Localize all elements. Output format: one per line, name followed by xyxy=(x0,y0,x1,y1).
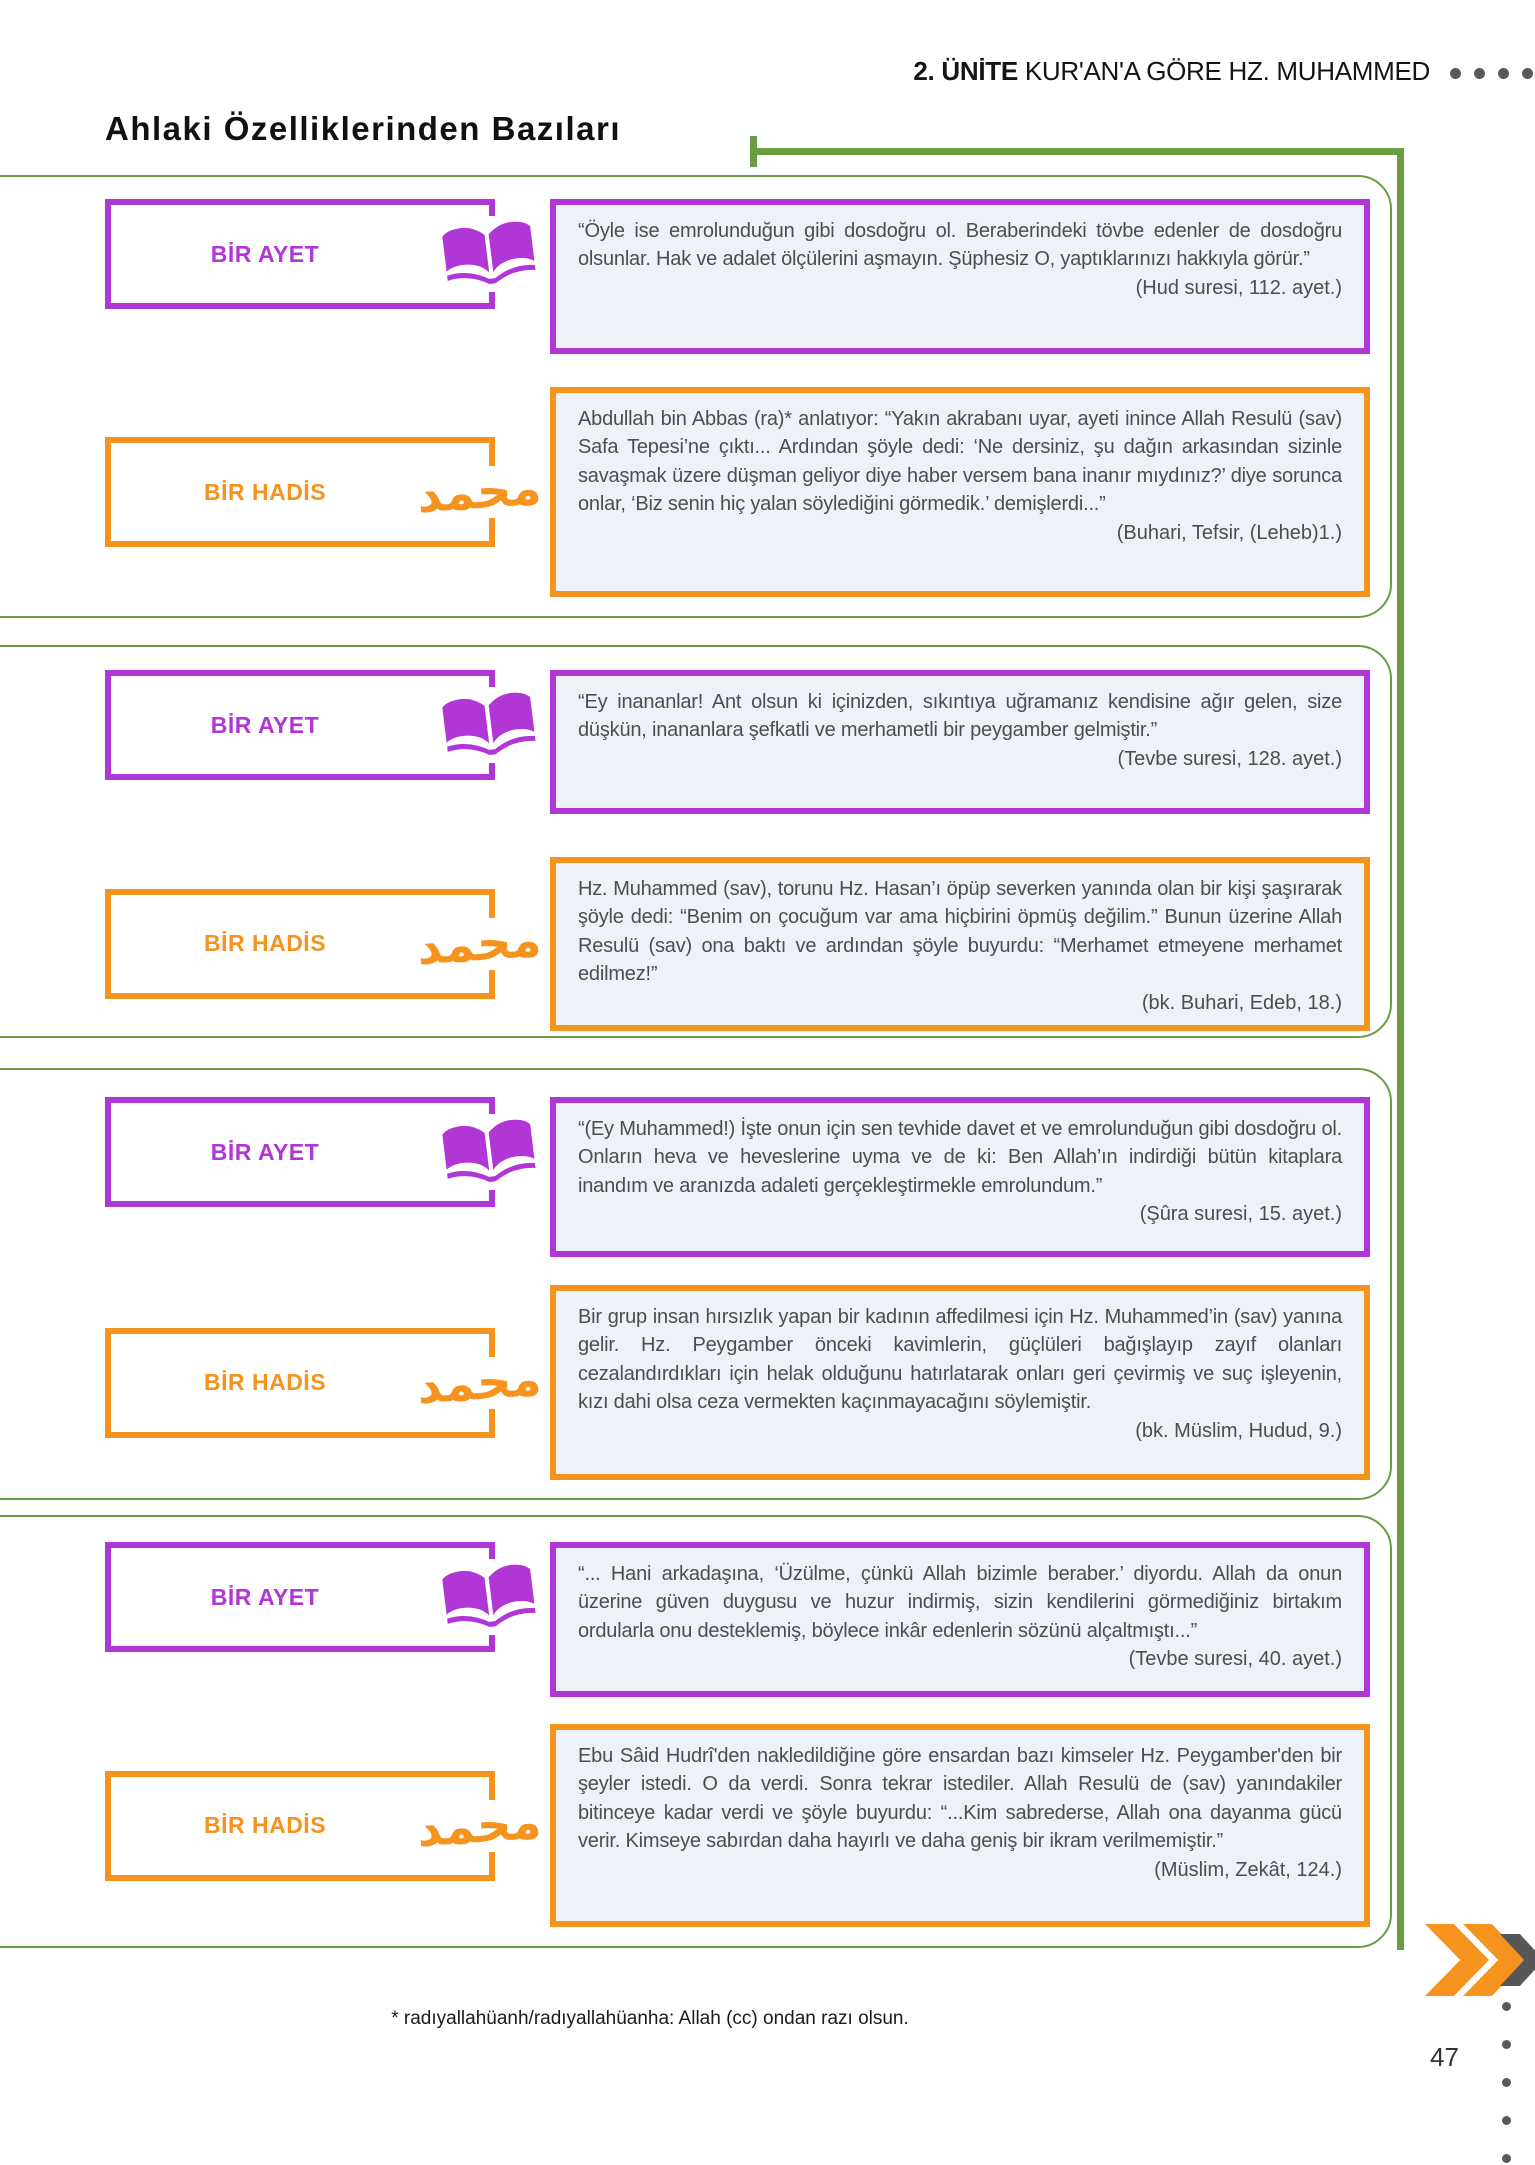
dot-icon xyxy=(1502,2002,1511,2011)
ayet-source: (Şûra suresi, 15. ayet.) xyxy=(1139,1203,1342,1226)
hadis-text: Abdullah bin Abbas (ra)* anlatıyor: “Yakın akrabanı uyar, ayeti inince Allah Resulü (sav) Safa Tepesi’ne çıktı... Ardından şöyle dedi: ‘Ne dersiniz, şu dağın arkasından sizinle savaşmak üzere düşman geliyor diye haber versem bana inanır mıydınız?’ diye sorunca onlar, ‘Biz senin hiç yalan söylediğini görmedik.’ demişlerdi...” xyxy=(578,408,1342,516)
section-outline xyxy=(0,175,1392,618)
hadis-source: (Müslim, Zekât, 124.) xyxy=(1154,1858,1342,1881)
quran-book-icon xyxy=(431,1559,547,1635)
ayet-label-box xyxy=(105,670,495,780)
hadis-text: Bir grup insan hırsızlık yapan bir kadının affedilmesi için Hz. Muhammed’in (sav) yanına gelir. Hz. Peygamber önceki kavimlerin, güçlüleri bağışlayıp zayıf olanları cezalandırdıkları için helak olduğunu hatırlatarak onları geri çevirmiş ve suç işleyenin, kızı dahi olsa ceza vermekten kaçınmayacağını söylemiştir. xyxy=(578,1306,1342,1414)
unit-title: KUR'AN'A GÖRE HZ. MUHAMMED xyxy=(1024,56,1430,86)
page-title: Ahlaki Özelliklerinden Bazıları xyxy=(105,110,621,147)
unit-header xyxy=(880,56,1430,87)
hadis-label-box xyxy=(105,437,543,547)
hadis-text: Hz. Muhammed (sav), torunu Hz. Hasan’ı öpüp severken yanında olan bir kişi şaşırarak şöyle dedi: “Benim on çocuğum var ama hiçbirini öpmüş değilim.” Bunun üzerine Allah Resulü (sav) ona baktı ve ardından şöyle buyurdu: “Merhamet etmeyene merhamet edilmez!” xyxy=(578,878,1342,986)
hadis-panel xyxy=(550,387,1370,597)
hadis-label: BİR HADİS xyxy=(203,1812,327,1838)
hadis-source: (bk. Müslim, Hudud, 9.) xyxy=(1135,1419,1342,1442)
ayet-label: BİR AYET xyxy=(210,1583,320,1610)
hadis-label: BİR HADİS xyxy=(203,1369,327,1395)
muhammad-calligraphy-text: محمد xyxy=(414,1793,543,1858)
ayet-source: (Tevbe suresi, 128. ayet.) xyxy=(1117,747,1342,770)
muhammad-calligraphy-icon xyxy=(411,459,547,525)
dot-icon xyxy=(1450,68,1461,79)
ayet-label: BİR AYET xyxy=(210,711,320,738)
ayet-label-box xyxy=(105,199,495,309)
ayet-text: “Ey inananlar! Ant olsun ki içinizden, sıkıntıya uğramanız kendisine ağır gelen, size düşkün, inananlara şefkatli ve merhametli bir peygamber gelmiştir.” xyxy=(578,691,1342,742)
ayet-text: “Öyle ise emrolunduğun gibi dosdoğru ol. Beraberindeki tövbe edenler de dosdoğru olsunlar. Hak ve adalet ölçülerini aşmayın. Şüphesiz O, yaptıklarınızı hakkıyla görür.” xyxy=(578,220,1342,271)
hadis-panel xyxy=(550,1285,1370,1480)
dot-icon xyxy=(1502,2154,1511,2163)
title-connector-line xyxy=(750,148,1404,155)
ayet-panel xyxy=(550,199,1370,354)
hadis-label: BİR HADİS xyxy=(203,930,327,957)
muhammad-calligraphy-icon xyxy=(411,1793,547,1858)
hadis-text: Ebu Sâid Hudrî'den nakledildiğine göre ensardan bazı kimseler Hz. Peygamber'den bir şeyler istedi. O da verdi. Sonra tekrar istediler. Allah Resulü de (sav) yanındakiler bitinceye kadar verdi ve şöyle buyurdu: “...Kim sabrederse, Allah ona dayanma gücü verir. Kimseye sabırdan daha hayırlı ve daha geniş bir ikram verilmemiştir.” xyxy=(578,1745,1342,1853)
dot-icon xyxy=(1502,2116,1511,2125)
header-dots xyxy=(1450,68,1533,79)
footer-dots xyxy=(1502,2002,1511,2163)
hadis-panel xyxy=(550,857,1370,1031)
dot-icon xyxy=(1502,2040,1511,2049)
dot-icon xyxy=(1474,68,1485,79)
hadis-source: (bk. Buhari, Edeb, 18.) xyxy=(1141,991,1342,1014)
dot-icon xyxy=(1502,2078,1511,2087)
green-vertical-line xyxy=(1397,148,1404,1950)
section-outline xyxy=(0,1068,1392,1500)
ayet-text: “... Hani arkadaşına, ‘Üzülme, çünkü Allah bizimle beraber.’ diyordu. Allah da onun üzerine güven duygusu ve huzur indirmiş, sizin kendilerini görmediğiniz birtakım ordularla onu desteklemiş, böylece inkâr edenlerin sözünü alçaltmıştı...” xyxy=(578,1563,1342,1642)
footnote: * radıyallahüanh/radıyallahüanha: Allah (cc) ondan razı olsun. xyxy=(391,2008,909,2029)
section-outline xyxy=(0,1515,1392,1948)
ayet-source: (Hud suresi, 112. ayet.) xyxy=(1135,276,1342,299)
muhammad-calligraphy-text: محمد xyxy=(414,911,543,977)
ayet-label-box xyxy=(105,1097,495,1207)
hadis-panel xyxy=(550,1724,1370,1927)
hadis-label-box xyxy=(105,1771,543,1881)
ayet-panel xyxy=(550,670,1370,814)
hadis-label: BİR HADİS xyxy=(203,478,327,505)
unit-number: 2. ÜNİTE xyxy=(913,56,1018,86)
hadis-label-box xyxy=(105,1328,543,1438)
ayet-source: (Tevbe suresi, 40. ayet.) xyxy=(1128,1648,1342,1671)
hadis-source: (Buhari, Tefsir, (Leheb)1.) xyxy=(1116,521,1342,544)
section-outline xyxy=(0,645,1392,1038)
hadis-label-box xyxy=(105,889,543,999)
quran-book-icon xyxy=(431,687,547,763)
ayet-panel xyxy=(550,1097,1370,1257)
dot-icon xyxy=(1522,68,1533,79)
quran-book-icon xyxy=(431,216,547,292)
muhammad-calligraphy-text: محمد xyxy=(414,459,543,525)
ayet-label: BİR AYET xyxy=(210,240,320,267)
muhammad-calligraphy-icon xyxy=(411,1350,547,1415)
ayet-panel xyxy=(550,1542,1370,1697)
page-number: 47 xyxy=(1430,2042,1459,2072)
ayet-label-box xyxy=(105,1542,495,1652)
dot-icon xyxy=(1498,68,1509,79)
quran-book-icon xyxy=(431,1114,547,1190)
ayet-text: “(Ey Muhammed!) İşte onun için sen tevhide davet et ve emrolunduğun gibi dosdoğru ol. Onların heva ve heveslerine uyma ve de ki: Ben Allah’ın indirdiği bütün kitaplara inandım ve aranızda adaleti gerçekleştirmekle emrolundum.” xyxy=(578,1118,1342,1197)
muhammad-calligraphy-text: محمد xyxy=(414,1350,543,1415)
muhammad-calligraphy-icon xyxy=(411,911,547,977)
ayet-label: BİR AYET xyxy=(210,1138,320,1165)
